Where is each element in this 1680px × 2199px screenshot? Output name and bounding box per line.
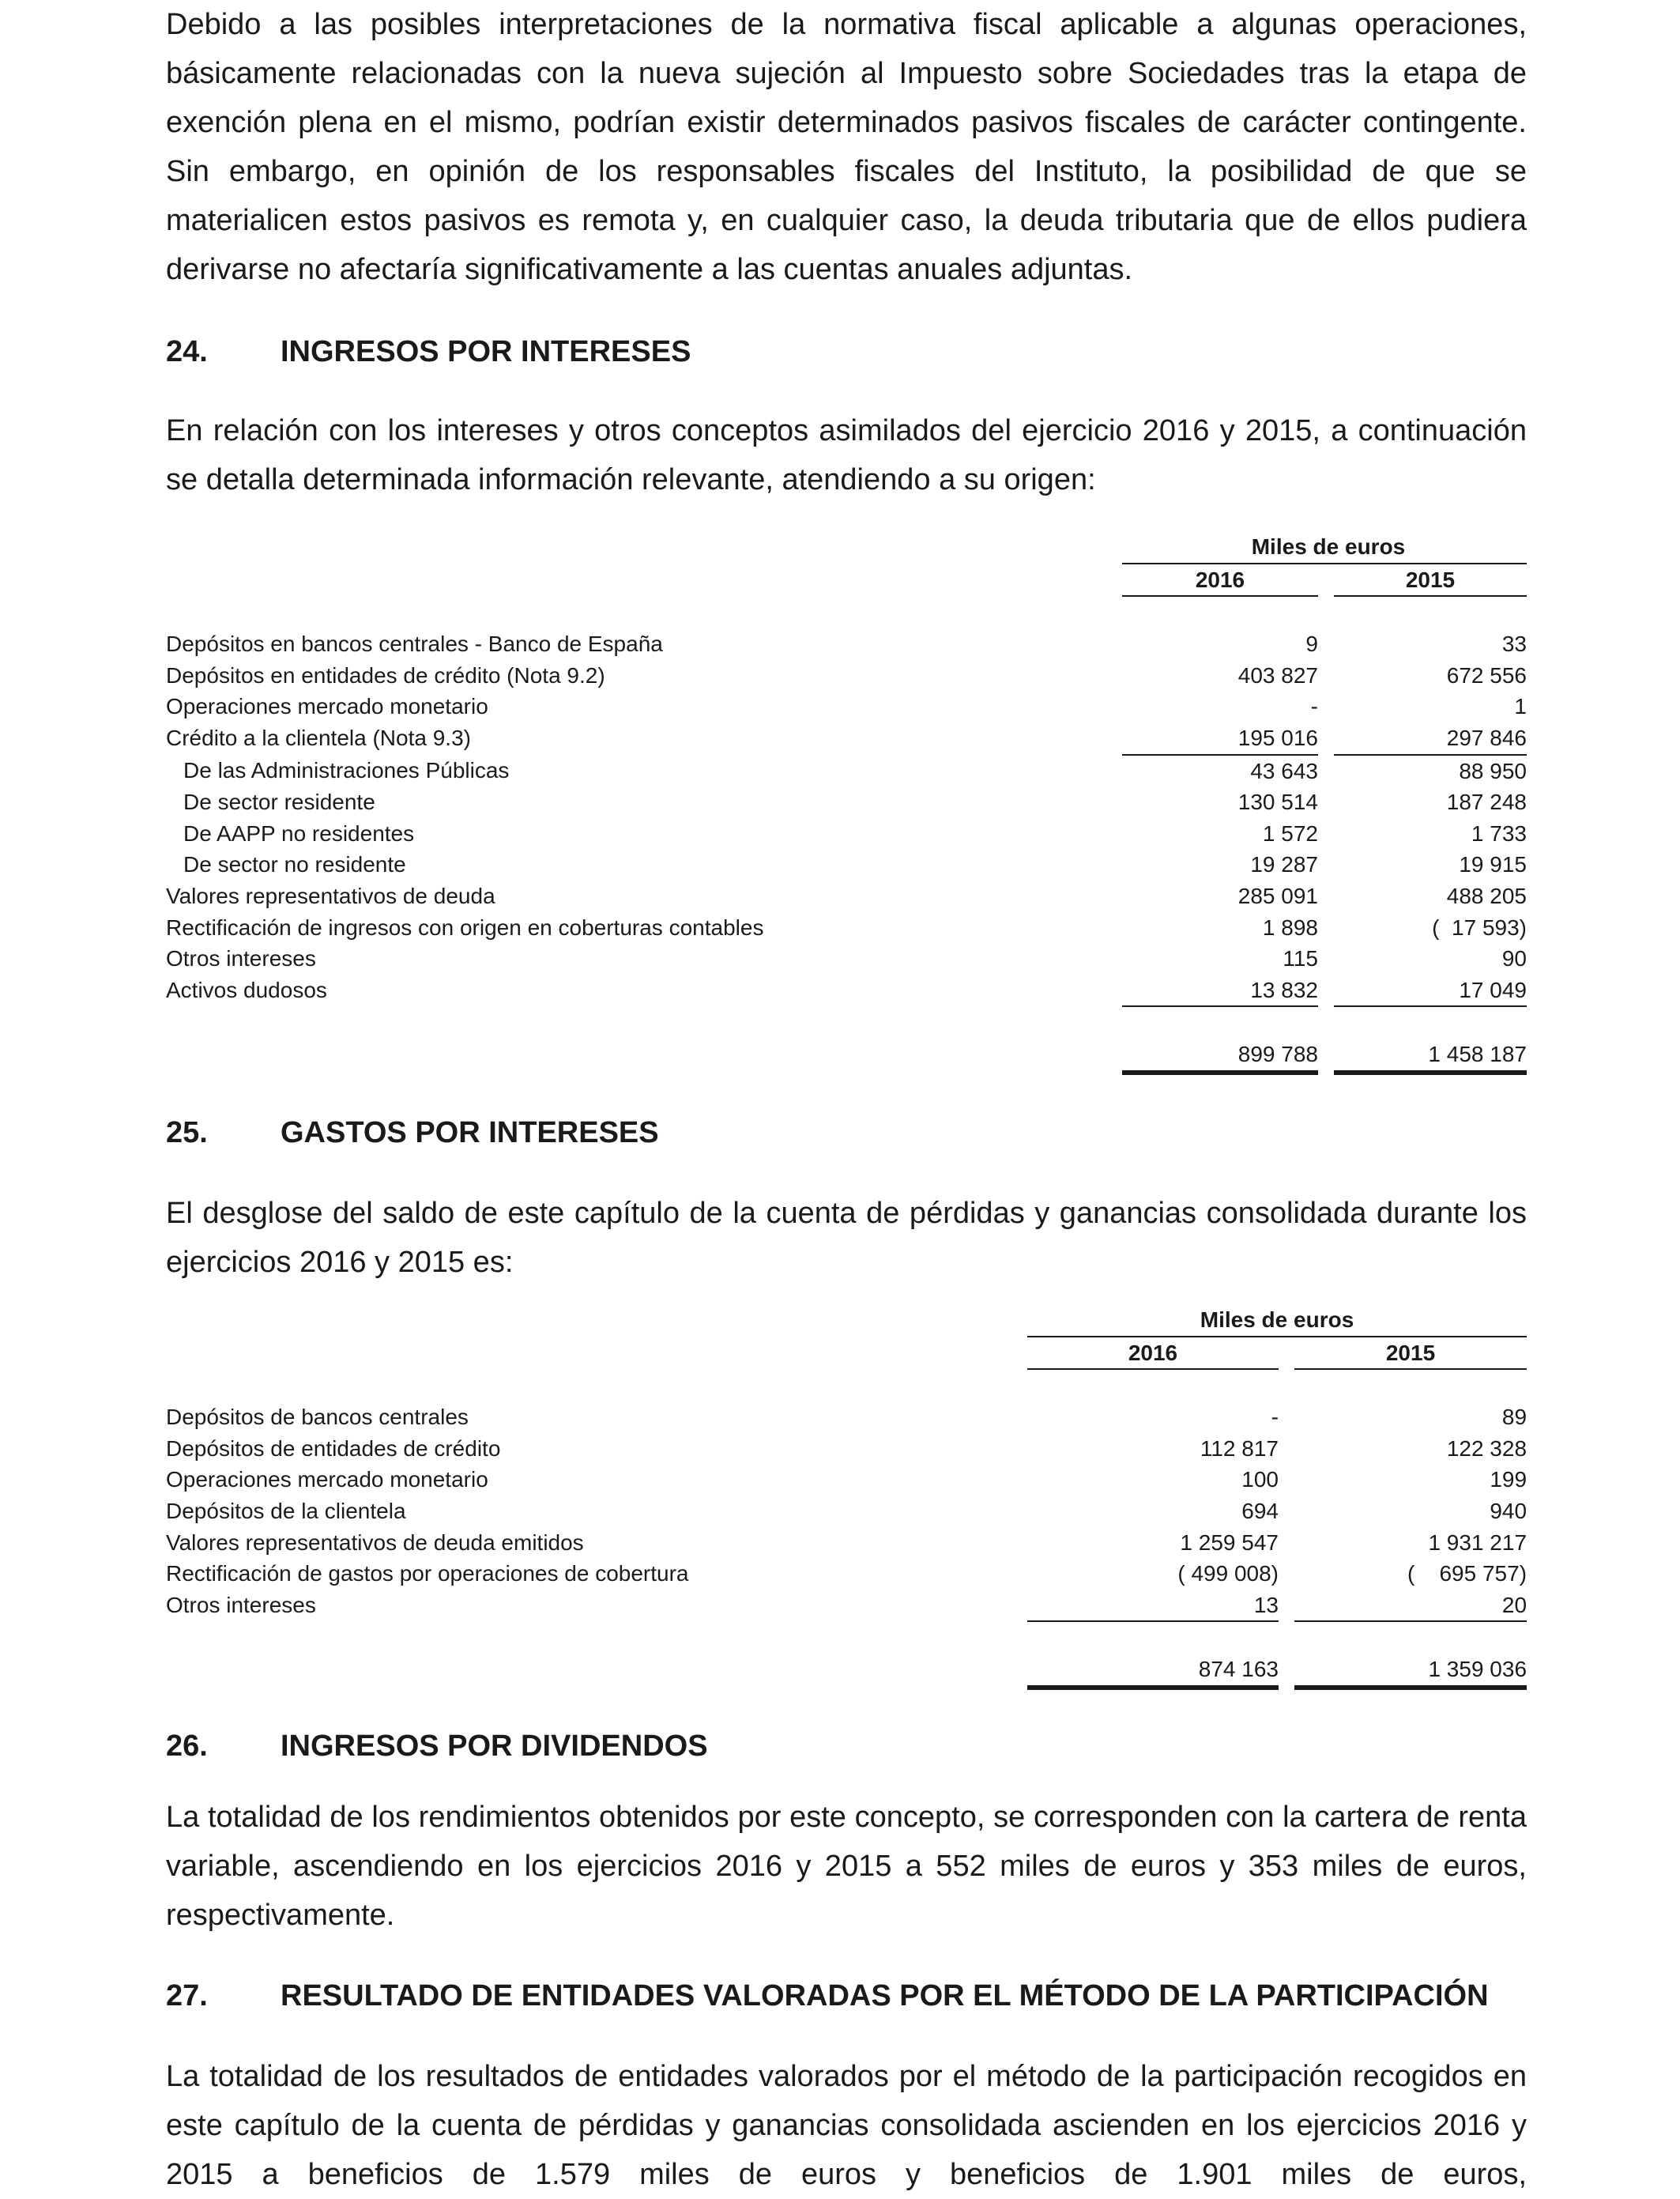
section-number: 26.	[166, 1729, 208, 1763]
row-label: Valores representativos de deuda	[166, 883, 495, 908]
table-row	[166, 1401, 1527, 1433]
value-2016: -	[1271, 1405, 1279, 1430]
value-2015: 17 049	[1334, 975, 1527, 1007]
row-label: Depósitos de bancos centrales	[166, 1405, 469, 1430]
value-2015: 672 556	[1446, 662, 1527, 688]
value-2015: 122 328	[1446, 1435, 1527, 1461]
value-2016: 694	[1241, 1498, 1279, 1523]
row-label: Depósitos de entidades de crédito	[166, 1435, 501, 1461]
value-2016: 19 287	[1250, 852, 1318, 877]
value-2015: 1 733	[1471, 820, 1527, 846]
table-row	[166, 722, 1527, 755]
value-2016: -	[1310, 694, 1318, 719]
total-row	[166, 1039, 1527, 1073]
row-label: Rectificación de ingresos con origen en coberturas contables	[166, 915, 764, 940]
value-2016: 1 259 547	[1180, 1529, 1279, 1555]
column-header-2016: 2016	[1122, 564, 1318, 597]
table-row	[166, 660, 1527, 692]
intro-paragraph: Debido a las posibles interpretaciones de la normativa fiscal aplicable a algunas operaciones, básicamente relacionadas con la nueva sujeción al Impuesto sobre Sociedades tras la etapa de exención plena en el mismo, podrían existir determinados pasivos fiscales de carácter contingente. Sin embargo, en opinión de los responsables fiscales del Instituto, la posibilidad de que se materialicen estos pasivos es remota y, en cualquier caso, la deuda tributaria que de ellos pudiera derivarse no afectaría significativamente a las cuentas anuales adjuntas.	[166, 8, 1527, 286]
value-2015: 20	[1294, 1590, 1527, 1622]
table-row	[166, 1558, 1527, 1590]
section-26-paragraph: La totalidad de los rendimientos obtenidos por este concepto, se corresponden con la cartera de renta variable, ascendiendo en los ejercicios 2016 y 2015 a 552 miles de euros y 353 miles de euros, respectivamente.	[166, 1801, 1527, 1932]
interest-expense-table	[166, 1304, 1527, 1690]
table-row	[166, 943, 1527, 975]
value-2015: 940	[1490, 1498, 1527, 1523]
row-label: Depósitos de la clientela	[166, 1498, 406, 1523]
column-header-2015: 2015	[1294, 1337, 1527, 1370]
row-label: Crédito a la clientela (Nota 9.3)	[166, 726, 471, 751]
row-label: Depósitos en entidades de crédito (Nota 9.2)	[166, 662, 605, 688]
table-row	[166, 1433, 1527, 1465]
section-27-paragraph: La totalidad de los resultados de entidades valorados por el método de la participación recogidos en este capítulo de la cuenta de pérdidas y ganancias consolidada ascienden en los ejercicios 2016 y 2015 a beneficios de 1.579 miles de euros y beneficios de 1.901 miles de euros,	[166, 2060, 1527, 2191]
column-header-2015: 2015	[1334, 564, 1527, 597]
value-2016: 43 643	[1250, 758, 1318, 783]
section-24-heading	[166, 327, 1527, 376]
unit-header: Miles de euros	[1027, 1304, 1527, 1337]
row-label: Otros intereses	[166, 1593, 316, 1618]
section-title: INGRESOS POR INTERESES	[281, 335, 691, 368]
value-2016: ( 499 008)	[1177, 1561, 1279, 1586]
section-26-heading	[166, 1722, 1527, 1771]
table-row	[166, 1590, 1527, 1622]
table-row	[166, 1527, 1527, 1559]
total-2016: 899 788	[1122, 1039, 1318, 1073]
row-label: De sector no residente	[183, 852, 406, 877]
section-number: 24.	[166, 335, 208, 368]
value-2015: 488 205	[1446, 883, 1527, 908]
total-2015: 1 458 187	[1334, 1039, 1527, 1073]
value-2016: 13 832	[1122, 975, 1318, 1007]
row-label: Rectificación de gastos por operaciones de cobertura	[166, 1561, 689, 1586]
value-2015: 90	[1501, 946, 1527, 971]
value-2016: 100	[1241, 1467, 1279, 1492]
row-label: Valores representativos de deuda emitidos	[166, 1529, 584, 1555]
section-number: 25.	[166, 1116, 208, 1149]
value-2015: ( 17 593)	[1432, 915, 1527, 940]
table-row	[166, 1464, 1527, 1496]
value-2016: 112 817	[1200, 1435, 1279, 1461]
row-label: Operaciones mercado monetario	[166, 694, 488, 719]
value-2016: 1 572	[1262, 820, 1318, 846]
value-2015: 187 248	[1446, 790, 1527, 815]
section-24-paragraph: En relación con los intereses y otros conceptos asimilados del ejercicio 2016 y 2015, a continuación se detalla determinada información relevante, atendiendo a su origen:	[166, 414, 1527, 496]
table-row	[166, 975, 1527, 1007]
value-2016: 115	[1283, 946, 1318, 971]
row-label: De las Administraciones Públicas	[183, 758, 510, 783]
table-row	[166, 818, 1527, 850]
table-row	[166, 1496, 1527, 1527]
table-row	[166, 881, 1527, 912]
value-2016: 9	[1305, 632, 1318, 657]
section-title: RESULTADO DE ENTIDADES VALORADAS POR EL MÉTODO DE LA PARTICIPACIÓN	[281, 1979, 1489, 2012]
value-2015: 297 846	[1334, 722, 1527, 755]
value-2016: 195 016	[1122, 722, 1318, 755]
unit-header: Miles de euros	[1122, 531, 1527, 564]
value-2015: ( 695 757)	[1407, 1561, 1527, 1586]
table-row	[166, 786, 1527, 818]
section-number: 27.	[166, 1979, 208, 2012]
value-2015: 89	[1501, 1405, 1527, 1430]
value-2016: 13	[1027, 1590, 1279, 1622]
section-title: GASTOS POR INTERESES	[281, 1116, 659, 1149]
row-label: Depósitos en bancos centrales - Banco de España	[166, 632, 663, 657]
row-label: Otros intereses	[166, 946, 316, 971]
total-row	[166, 1654, 1527, 1688]
table-row	[166, 628, 1527, 660]
section-25-heading	[166, 1108, 1527, 1157]
table-row	[166, 755, 1527, 787]
total-2015: 1 359 036	[1294, 1654, 1527, 1688]
column-header-2016: 2016	[1027, 1337, 1279, 1370]
table-row	[166, 691, 1527, 722]
value-2015: 33	[1501, 632, 1527, 657]
value-2016: 1 898	[1262, 915, 1318, 940]
value-2015: 19 915	[1459, 852, 1527, 877]
section-27-heading	[166, 1971, 1527, 2020]
value-2015: 1	[1514, 694, 1527, 719]
interest-income-table	[166, 531, 1527, 1075]
row-label: Operaciones mercado monetario	[166, 1467, 488, 1492]
value-2015: 1 931 217	[1428, 1529, 1527, 1555]
total-2016: 874 163	[1027, 1654, 1279, 1688]
row-label: Activos dudosos	[166, 978, 327, 1003]
value-2015: 88 950	[1459, 758, 1527, 783]
value-2016: 285 091	[1237, 883, 1318, 908]
row-label: De sector residente	[183, 790, 375, 815]
table-row	[166, 912, 1527, 944]
table-row	[166, 849, 1527, 881]
value-2016: 130 514	[1237, 790, 1318, 815]
value-2015: 199	[1490, 1467, 1527, 1492]
row-label: De AAPP no residentes	[183, 820, 415, 846]
section-25-paragraph: El desglose del saldo de este capítulo de la cuenta de pérdidas y ganancias consolidada durante los ejercicios 2016 y 2015 es:	[166, 1197, 1527, 1279]
section-title: INGRESOS POR DIVIDENDOS	[281, 1729, 708, 1763]
value-2016: 403 827	[1237, 662, 1318, 688]
